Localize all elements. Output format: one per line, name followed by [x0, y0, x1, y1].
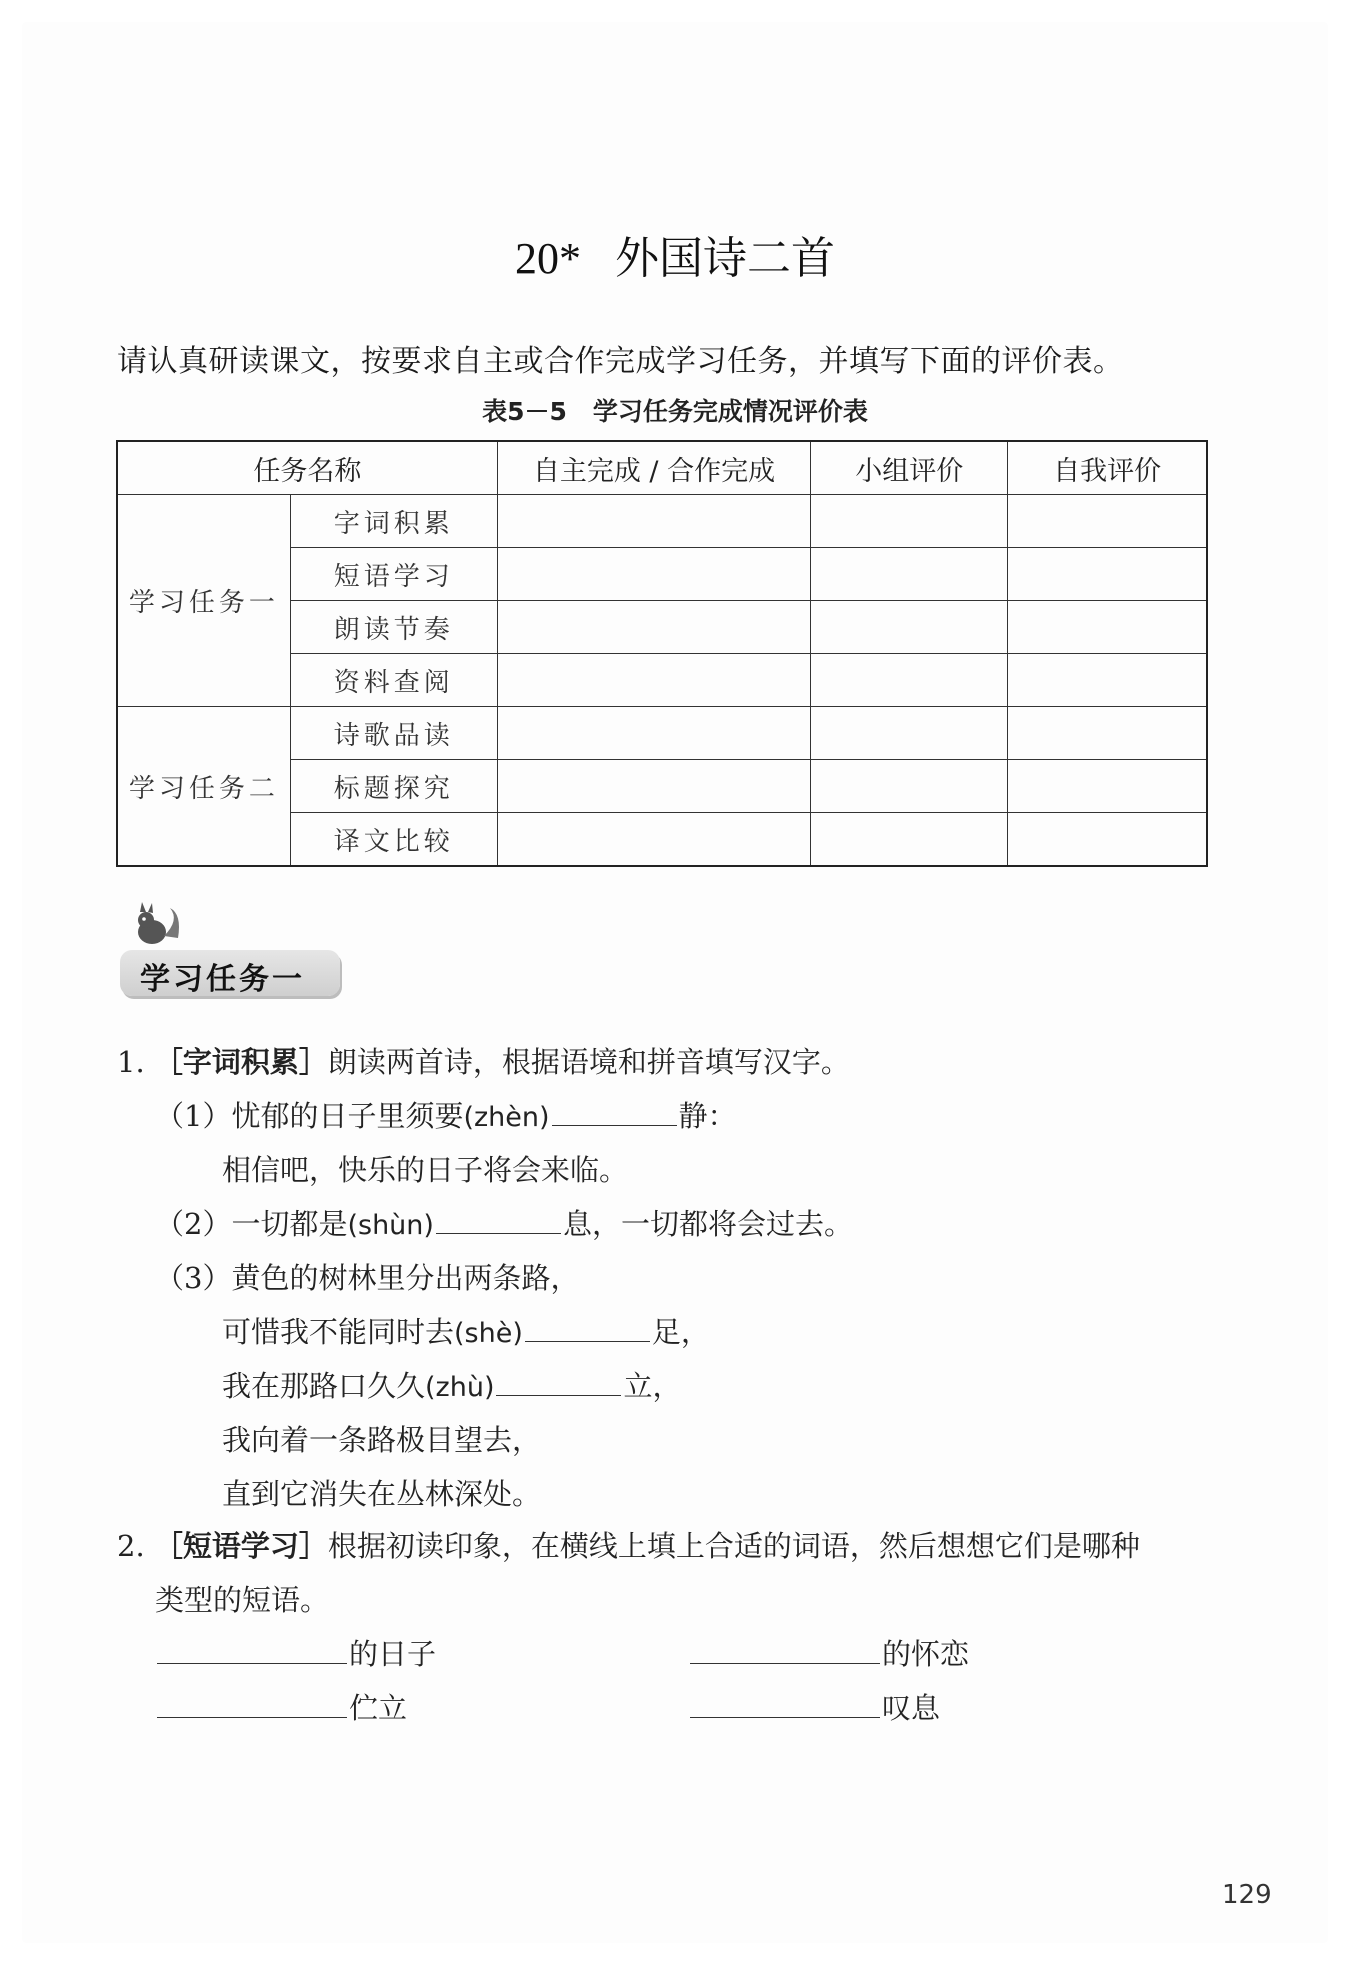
self-eval-cell[interactable]	[1008, 654, 1207, 707]
self-eval-cell[interactable]	[1008, 760, 1207, 813]
completion-cell[interactable]	[497, 601, 810, 654]
evaluation-table	[116, 440, 1208, 867]
q1-part-1	[155, 1094, 737, 1135]
group-eval-cell[interactable]	[811, 601, 1008, 654]
question-tag: ［短语学习］	[153, 1529, 328, 1563]
q1-part-3-line-5: 直到它消失在丛林深处。	[222, 1477, 542, 1511]
question-2	[117, 1524, 1140, 1565]
group-eval-cell[interactable]	[811, 654, 1008, 707]
table-caption-text: 学习任务完成情况评价表	[592, 397, 868, 426]
task-group-name: 学习任务二	[117, 707, 290, 867]
table-caption	[0, 392, 1350, 428]
header-group-eval: 小组评价	[811, 441, 1008, 495]
task-one-badge	[120, 950, 340, 996]
phrase-text: 的日子	[349, 1637, 437, 1671]
q1-part-3	[155, 1256, 579, 1297]
group-eval-cell[interactable]	[811, 707, 1008, 760]
header-self-eval: 自我评价	[1008, 441, 1207, 495]
task-item: 短语学习	[290, 548, 497, 601]
fill-blank[interactable]	[436, 1203, 561, 1234]
page-title	[0, 222, 1350, 286]
phrase-item	[155, 1686, 407, 1727]
line-text: 可惜我不能同时去	[222, 1315, 455, 1349]
fill-blank[interactable]	[157, 1633, 347, 1664]
page-number: 129	[1222, 1880, 1272, 1910]
part-label: （3）	[155, 1261, 232, 1295]
completion-cell[interactable]	[497, 760, 810, 813]
line-text: 静：	[678, 1099, 737, 1133]
line-text: 足，	[651, 1315, 710, 1349]
phrase-item	[155, 1632, 436, 1673]
self-eval-cell[interactable]	[1008, 813, 1207, 867]
question-text: 朗读两首诗，根据语境和拼音填写汉字。	[327, 1045, 850, 1079]
pinyin-hint: (zhù)	[425, 1372, 495, 1403]
fill-blank[interactable]	[496, 1365, 621, 1396]
question-number: 1.	[117, 1045, 145, 1079]
pinyin-hint: (zhèn)	[463, 1102, 550, 1133]
fill-blank[interactable]	[690, 1633, 880, 1664]
q1-part-2	[155, 1202, 853, 1243]
q1-part-3-line-2	[222, 1310, 710, 1351]
phrase-item	[688, 1632, 969, 1673]
completion-cell[interactable]	[497, 707, 810, 760]
phrase-text: 叹息	[882, 1691, 941, 1725]
lesson-title: 外国诗二首	[615, 233, 835, 284]
header-completion: 自主完成 / 合作完成	[497, 441, 810, 495]
group-eval-cell[interactable]	[811, 495, 1008, 548]
completion-cell[interactable]	[497, 495, 810, 548]
line-text: 立，	[623, 1369, 682, 1403]
self-eval-cell[interactable]	[1008, 707, 1207, 760]
line-text: 一切都是	[231, 1207, 348, 1241]
completion-cell[interactable]	[497, 548, 810, 601]
completion-cell[interactable]	[497, 654, 810, 707]
phrase-text: 的怀恋	[882, 1637, 970, 1671]
line-text: 忧郁的日子里须要	[231, 1099, 464, 1133]
task-item: 译文比较	[290, 813, 497, 867]
question-2-line-2: 类型的短语。	[155, 1583, 330, 1617]
q1-part-1-line-2: 相信吧，快乐的日子将会来临。	[222, 1153, 629, 1187]
part-label: （1）	[155, 1099, 232, 1133]
phrase-item	[688, 1686, 940, 1727]
squirrel-icon	[130, 900, 190, 948]
task-item: 标题探究	[290, 760, 497, 813]
self-eval-cell[interactable]	[1008, 495, 1207, 548]
part-label: （2）	[155, 1207, 232, 1241]
task-one-badge-label: 学习任务一	[140, 962, 305, 997]
line-text: 黄色的树林里分出两条路，	[231, 1261, 580, 1295]
group-eval-cell[interactable]	[811, 548, 1008, 601]
intro-text: 请认真研读课文，按要求自主或合作完成学习任务，并填写下面的评价表。	[117, 344, 1124, 379]
fill-blank[interactable]	[157, 1687, 347, 1718]
header-task-name: 任务名称	[117, 441, 497, 495]
q1-part-3-line-3	[222, 1364, 682, 1405]
q1-part-3-line-4: 我向着一条路极目望去，	[222, 1423, 542, 1457]
table-row	[117, 495, 1207, 548]
lesson-number: 20*	[515, 234, 581, 283]
pinyin-hint: (shùn)	[347, 1210, 434, 1241]
pinyin-hint: (shè)	[454, 1318, 523, 1349]
group-eval-cell[interactable]	[811, 813, 1008, 867]
table-row	[117, 707, 1207, 760]
fill-blank[interactable]	[690, 1687, 880, 1718]
fill-blank[interactable]	[552, 1095, 677, 1126]
completion-cell[interactable]	[497, 813, 810, 867]
table-caption-number: 表5－5	[482, 397, 567, 426]
question-tag: ［字词积累］	[153, 1045, 328, 1079]
question-number: 2.	[117, 1529, 145, 1563]
fill-blank[interactable]	[525, 1311, 650, 1342]
phrase-text: 伫立	[349, 1691, 408, 1725]
task-item: 朗读节奏	[290, 601, 497, 654]
question-1	[117, 1040, 850, 1081]
self-eval-cell[interactable]	[1008, 601, 1207, 654]
task-item: 字词积累	[290, 495, 497, 548]
line-text: 息，一切都将会过去。	[562, 1207, 853, 1241]
question-text: 根据初读印象，在横线上填上合适的词语，然后想想它们是哪种	[327, 1529, 1140, 1563]
task-item: 资料查阅	[290, 654, 497, 707]
line-text: 我在那路口久久	[222, 1369, 426, 1403]
task-item: 诗歌品读	[290, 707, 497, 760]
task-group-name: 学习任务一	[117, 495, 290, 707]
self-eval-cell[interactable]	[1008, 548, 1207, 601]
table-header-row	[117, 441, 1207, 495]
group-eval-cell[interactable]	[811, 760, 1008, 813]
